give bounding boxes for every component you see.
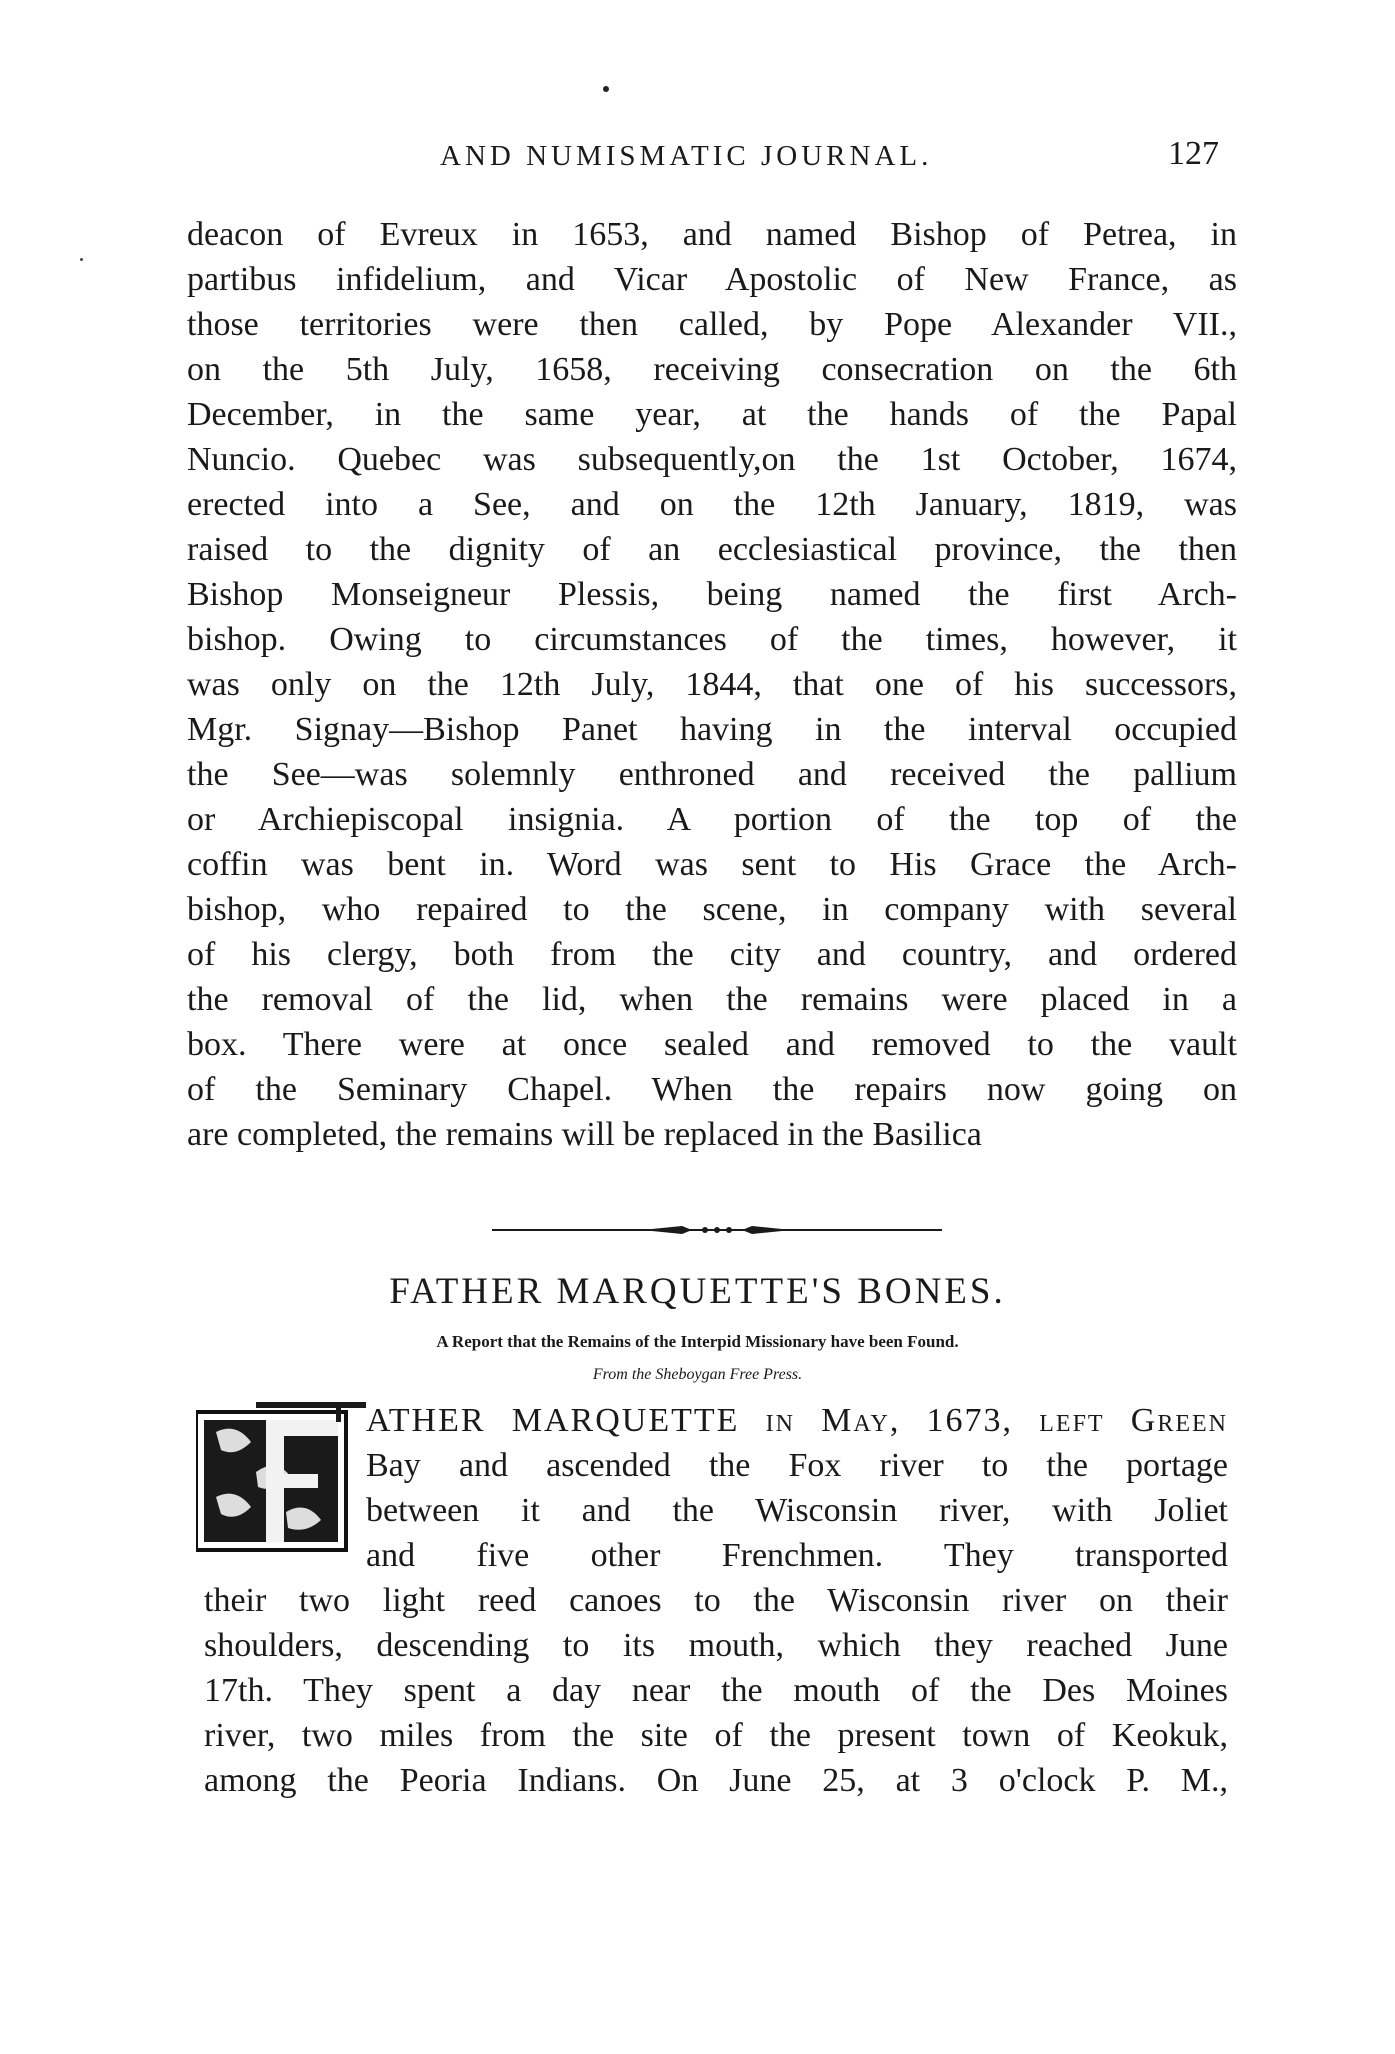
text-line: those territories were then called, by Pope Alexander VII., bbox=[187, 306, 1237, 343]
running-head bbox=[0, 136, 1395, 176]
article-source: From the Sheboygan Free Press. bbox=[592, 1366, 803, 1383]
text-line: coffin was bent in. Word was sent to His Grace the Arch- bbox=[187, 846, 1237, 883]
text-line: raised to the dignity of an ecclesiastical province, the then bbox=[187, 531, 1237, 568]
text-line: 17th. They spent a day near the mouth of the Des Moines bbox=[204, 1672, 1228, 1709]
text-line: deacon of Evreux in 1653, and named Bishop of Petrea, in bbox=[187, 216, 1237, 253]
article-title: FATHER MARQUETTE'S BONES. bbox=[389, 1271, 1006, 1312]
dropcap-letter: F bbox=[271, 1416, 272, 1417]
decorated-initial-f bbox=[196, 1402, 366, 1552]
text-line: partibus infidelium, and Vicar Apostolic of New France, as bbox=[187, 261, 1237, 298]
text-line: shoulders, descending to its mouth, which they reached June bbox=[204, 1627, 1228, 1664]
print-speck-top bbox=[603, 86, 609, 92]
text-line: or Archiepiscopal insignia. A portion of the top of the bbox=[187, 801, 1237, 838]
article-subtitle: A Report that the Remains of the Interpid Missionary have been Found. bbox=[436, 1332, 959, 1351]
text-line: river, two miles from the site of the present town of Keokuk, bbox=[204, 1717, 1228, 1754]
article-first-lines bbox=[366, 1398, 1228, 1578]
text-line: among the Peoria Indians. On June 25, at 3 o'clock P. M., bbox=[204, 1762, 1228, 1799]
text-line: their two light reed canoes to the Wisconsin river on their bbox=[204, 1582, 1228, 1619]
text-line: Bishop Monseigneur Plessis, being named the first Arch- bbox=[187, 576, 1237, 613]
continued-paragraph bbox=[187, 212, 1237, 1157]
text-line: was only on the 12th July, 1844, that one of his successors, bbox=[187, 666, 1237, 703]
page-number: 127 bbox=[1168, 135, 1219, 172]
text-line: are completed, the remains will be replaced in the Basilica bbox=[187, 1116, 982, 1153]
text-line: and five other Frenchmen. They transported bbox=[366, 1537, 1228, 1574]
text-line: of his clergy, both from the city and country, and ordered bbox=[187, 936, 1237, 973]
text-line: of the Seminary Chapel. When the repairs now going on bbox=[187, 1071, 1237, 1108]
text-line: between it and the Wisconsin river, with Joliet bbox=[366, 1492, 1228, 1529]
section-divider-ornament bbox=[492, 1220, 942, 1240]
text-line: on the 5th July, 1658, receiving consecration on the 6th bbox=[187, 351, 1237, 388]
text-line: December, in the same year, at the hands of the Papal bbox=[187, 396, 1237, 433]
text-line: Bay and ascended the Fox river to the portage bbox=[366, 1447, 1228, 1484]
text-line: Mgr. Signay—Bishop Panet having in the interval occupied bbox=[187, 711, 1237, 748]
text-line: Nuncio. Quebec was subsequently,on the 1st October, 1674, bbox=[187, 441, 1237, 478]
text-line: the See—was solemnly enthroned and received the pallium bbox=[187, 756, 1237, 793]
text-line: bishop. Owing to circumstances of the times, however, it bbox=[187, 621, 1237, 658]
article-body bbox=[204, 1578, 1228, 1803]
journal-title: AND NUMISMATIC JOURNAL. bbox=[440, 140, 933, 172]
text-line: erected into a See, and on the 12th January, 1819, was bbox=[187, 486, 1237, 523]
print-speck-margin bbox=[80, 258, 83, 261]
text-line: the removal of the lid, when the remains were placed in a bbox=[187, 981, 1237, 1018]
text-line: bishop, who repaired to the scene, in company with several bbox=[187, 891, 1237, 928]
text-line: box. There were at once sealed and removed to the vault bbox=[187, 1026, 1237, 1063]
text-line: ATHER MARQUETTE in May, 1673, left Green bbox=[366, 1402, 1228, 1439]
